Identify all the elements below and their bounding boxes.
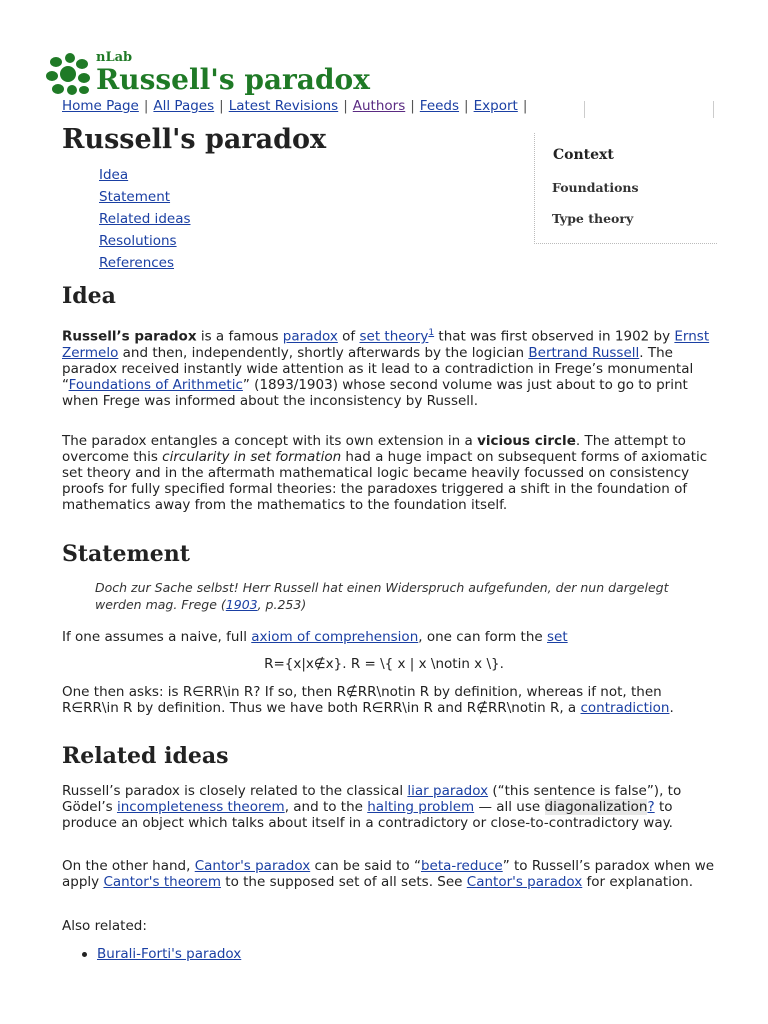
text: , and to the: [284, 799, 368, 815]
text: If one assumes a naive, full: [62, 629, 252, 645]
text: ” (1893/1903) whose second volume was just about to go to print when Frege was informed about the inconsistency by Russell.: [62, 376, 688, 409]
section-heading-statement: Statement: [62, 541, 190, 567]
link-contradiction[interactable]: contradiction: [580, 700, 670, 716]
toc-link-resolutions[interactable]: Resolutions: [99, 233, 177, 249]
link-incompleteness-theorem[interactable]: incompleteness theorem: [116, 799, 285, 815]
formula-russell-set: R={x|x∉x}. R = \{ x | x \notin x \}.: [264, 656, 504, 672]
nav-separator: |: [143, 98, 149, 114]
statement-paragraph-2: [62, 684, 722, 716]
section-heading-idea: Idea: [62, 283, 116, 309]
idea-paragraph-1: [62, 325, 722, 409]
missing-page-diagonalization: diagonalization: [544, 799, 648, 815]
term-italic: circularity in set formation: [162, 449, 342, 465]
link-paradox[interactable]: paradox: [282, 328, 338, 345]
link-cantors-paradox-2[interactable]: Cantor's paradox: [466, 874, 583, 890]
section-heading-related-ideas: Related ideas: [62, 743, 229, 769]
related-paragraph-2: [62, 858, 722, 890]
link-cantors-theorem[interactable]: Cantor's theorem: [103, 874, 221, 890]
top-navbar: [62, 98, 532, 114]
nav-separator: |: [343, 98, 348, 114]
text: , one can form the: [418, 629, 548, 645]
nav-export[interactable]: Export: [473, 98, 518, 114]
nav-latest-revisions[interactable]: Latest Revisions: [228, 98, 339, 114]
link-foundations-of-arithmetic[interactable]: Foundations of Arithmetic: [68, 376, 243, 393]
frege-quote: [95, 579, 695, 613]
link-axiom-of-comprehension[interactable]: axiom of comprehension: [251, 629, 419, 645]
article-title: Russell's paradox: [62, 124, 327, 155]
nav-all-pages[interactable]: All Pages: [153, 98, 215, 114]
link-ernst-zermelo[interactable]: Ernst Zermelo: [62, 328, 710, 361]
footnote-link[interactable]: 1: [428, 328, 435, 338]
text: The paradox entangles a concept with its own extension in a: [62, 433, 478, 449]
text: and then, independently, shortly afterwards by the logician: [118, 344, 529, 361]
nav-separator: |: [410, 98, 415, 114]
create-page-link[interactable]: ?: [647, 799, 655, 815]
link-set-theory[interactable]: set theory: [359, 328, 429, 345]
term-bold: vicious circle: [477, 433, 576, 449]
link-bertrand-russell[interactable]: Bertrand Russell: [528, 344, 640, 361]
context-title: Context: [553, 147, 614, 163]
also-related-label: Also related:: [62, 918, 147, 934]
text: to the supposed set of all sets. See: [220, 874, 467, 890]
toc-item: [99, 166, 191, 188]
text: is a famous: [196, 328, 283, 345]
text: ” to Russell’s paradox when we apply: [62, 858, 715, 890]
toc-link-idea[interactable]: Idea: [99, 167, 129, 183]
link-halting-problem[interactable]: halting problem: [367, 799, 475, 815]
text: that was first observed in 1902 by: [434, 328, 675, 345]
text: (“this sentence is false”), to Gödel’s: [62, 783, 682, 815]
link-set[interactable]: set: [547, 629, 568, 645]
idea-paragraph-2: [62, 433, 722, 513]
link-cantors-paradox[interactable]: Cantor's paradox: [194, 858, 311, 874]
statement-paragraph-1: [62, 629, 722, 645]
nav-home-page[interactable]: Home Page: [62, 98, 139, 114]
text: .: [669, 700, 674, 716]
context-box: [534, 133, 717, 244]
table-of-contents: [99, 166, 191, 276]
text: of: [337, 328, 360, 345]
toc-item: [99, 188, 191, 210]
text: One then asks: is R∈RR\in R? If so, then R∉RR\notin R by definition, whereas if not, then R∈RR\in R by definition. Thus we have both R∈RR\in R and R∉RR\notin R, a: [62, 684, 662, 716]
toc-item: [99, 210, 191, 232]
nav-separator: |: [522, 98, 528, 114]
text: for explanation.: [582, 874, 694, 890]
quote-text: Doch zur Sache selbst! Herr Russell hat einen Widerspruch aufgefunden, der nun dargelegt werden mag. Frege (: [95, 580, 669, 612]
link-liar-paradox[interactable]: liar paradox: [407, 783, 489, 799]
text: had a huge impact on subsequent forms of axiomatic set theory and in the aftermath mathematical logic became heavily focussed on consistency proofs for fully specified formal theories: the paradoxes triggered a shift in the foundation of mathematics away from the mathematics to the foundation itself.: [62, 449, 708, 513]
toc-link-references[interactable]: References: [99, 255, 175, 271]
bullet-icon: [82, 952, 87, 957]
nlab-logo-icon[interactable]: [44, 52, 92, 96]
text: On the other hand,: [62, 858, 195, 874]
text: can be said to “: [310, 858, 421, 874]
toc-link-statement[interactable]: Statement: [99, 189, 171, 205]
text: to produce an object which talks about itself in a contradictory or close-to-contradictory way.: [62, 799, 673, 831]
link-1903[interactable]: 1903: [225, 597, 258, 612]
quote-text: , p.253): [257, 597, 307, 612]
term-bold: Russell’s paradox: [62, 328, 197, 345]
nav-separator: |: [464, 98, 469, 114]
link-burali-forti-paradox[interactable]: Burali-Forti's paradox: [97, 946, 242, 962]
toc-link-related-ideas[interactable]: Related ideas: [99, 211, 191, 227]
link-beta-reduce[interactable]: beta-reduce: [420, 858, 503, 874]
context-item-foundations[interactable]: Foundations: [552, 180, 639, 195]
nav-authors[interactable]: Authors: [352, 98, 406, 114]
toc-item: [99, 254, 191, 276]
context-item-type-theory[interactable]: Type theory: [552, 211, 634, 226]
site-name[interactable]: nLab: [96, 50, 133, 65]
list-item: [82, 946, 241, 962]
nav-feeds[interactable]: Feeds: [419, 98, 460, 114]
text: . The attempt to overcome this: [62, 433, 686, 465]
text: Russell’s paradox is closely related to the classical: [62, 783, 408, 799]
related-paragraph-1: [62, 783, 722, 831]
search-input[interactable]: [584, 101, 714, 118]
header-page-title: Russell's paradox: [96, 63, 370, 96]
text: — all use: [474, 799, 545, 815]
nav-separator: |: [219, 98, 224, 114]
text: . The paradox received instantly wide attention as it lead to a contradiction in Frege’s monumental “: [62, 344, 694, 393]
toc-item: [99, 232, 191, 254]
